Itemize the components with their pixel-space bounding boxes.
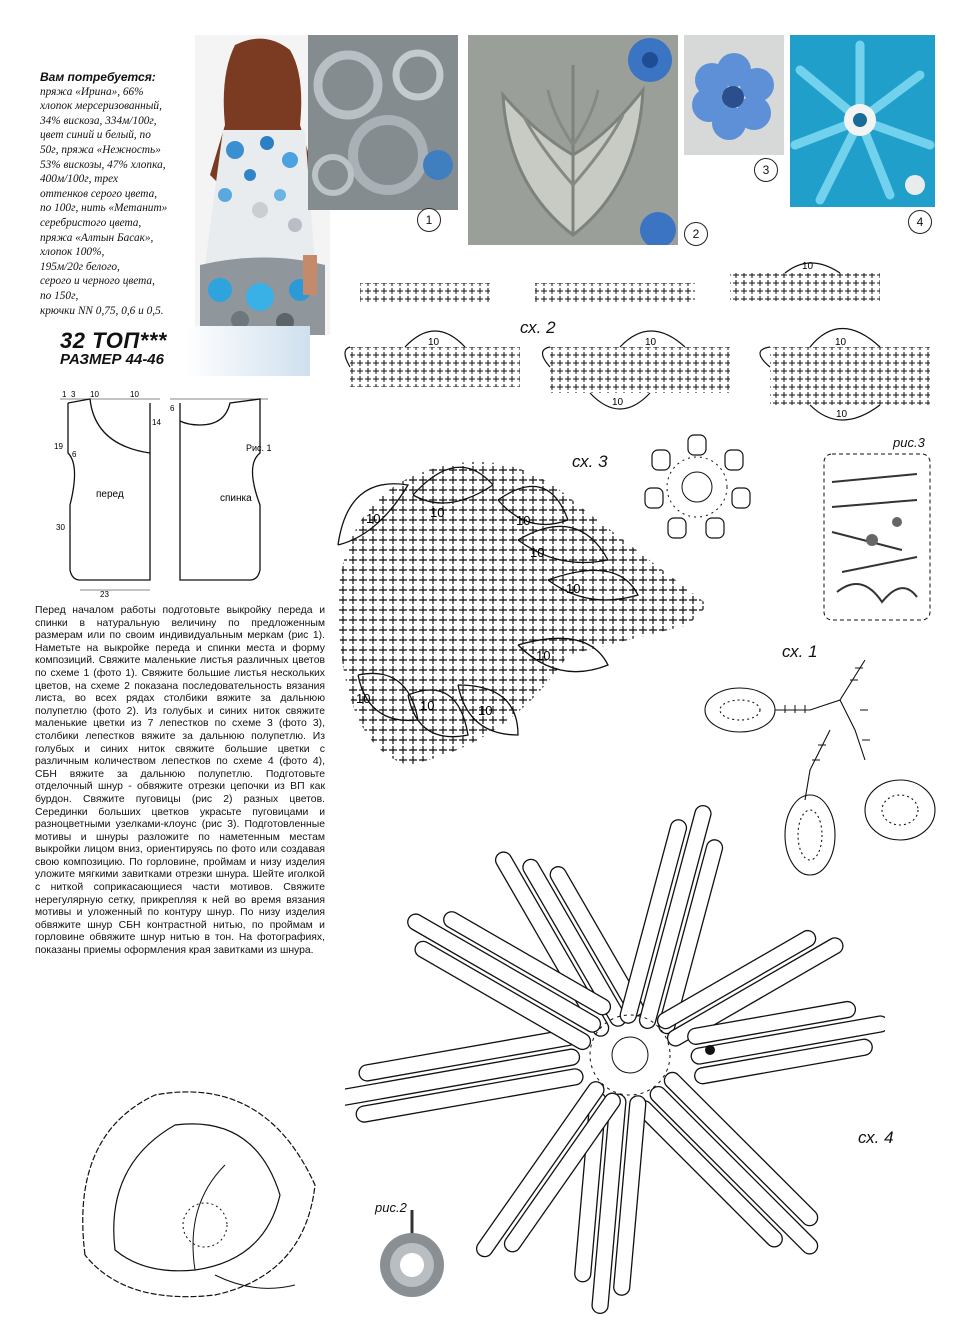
materials-line: по 150г,	[40, 289, 79, 302]
photo-1	[308, 35, 458, 210]
photo-4-badge: 4	[908, 210, 932, 234]
materials-line: по 100г, нить «Метанит»	[40, 202, 168, 215]
stitch-count: 10	[430, 505, 445, 520]
materials-list	[40, 70, 200, 318]
front-label: перед	[96, 489, 124, 500]
materials-heading: Вам потребуется:	[40, 70, 156, 84]
dim-label: 23	[100, 590, 109, 599]
scheme-3-label: сх. 3	[572, 452, 608, 471]
stitch-count: 10	[366, 511, 381, 526]
photo-3-badge: 3	[754, 158, 778, 182]
materials-line: 400м/100г, трех	[40, 173, 118, 186]
scheme-4-label: сх. 4	[858, 1128, 894, 1147]
scheme-2-label: сх. 2	[520, 318, 556, 337]
stitch-count: 10	[420, 698, 435, 713]
fig-label: Рис. 1	[246, 443, 272, 453]
materials-line: 50г, пряжа «Нежность»	[40, 143, 161, 156]
model-size: РАЗМЕР 44-46	[60, 351, 164, 368]
materials-line: хлопок 100%,	[40, 246, 105, 259]
ris-2-button	[372, 1205, 452, 1305]
instructions-text: Перед началом работы подготовьте выкройку переда и спинки в натуральную величину по предложенным размерам или по своим индивидуальным меркам (рис 1). Наметьте на выкройке переда и спинки места и форму композиций. Свяжите маленькие листья различных цветов по схеме 1 (фото 1). Свяжите большие листья нескольких цветов, на схеме 2 показана последовательность вязания листа, во всех рядах столбики вяжите за дальнюю полупетлю (фото 2). Из голубых и синих ниток свяжите маленькие цветки из 7 лепестков по схеме 3 (фото 3), столбики лепестков вяжите за дальнюю полупетлю. Из голубых и синих ниток свяжите большие цветки с различным количеством лепестков по схеме 4 (фото 4), СБН вяжите за дальнюю полупетлю. Подготовьте отделочный шнур - обвяжите отрезки цепочки из ВП как бурдон. Свяжите пуговицы (рис 2) разных цветов. Серединки больших цветков украсьте пуговицами и разноцветными узелками-клоунс (рис 3). Подготовленные мотивы и шнуры разложите по наметенным местам выкройки лицом вниз, ориентируясь по фото или создавая свою композицию. По горловине, проймам и низу изделия уложите мягкими завитками отрезки шнура. Шейте иголкой с ниткой соприкасающиеся части мотивов. Свяжите нерегулярную сетку, прикрепляя к ней во время вязания мотивы и уложенный по контуру шнур. По низу изделия обвяжите шнур СБН контрастной нитью, по проймам и горловине обвяжите шнур нитью в тон. На фотографиях, показаны приемы оформления края завитками из шнура.	[35, 605, 325, 957]
materials-line: пряжа «Ирина», 66%	[40, 85, 144, 98]
stitch-count: 10	[530, 545, 545, 560]
materials-line: хлопок мерсеризованный,	[40, 100, 162, 113]
materials-line: крючки NN 0,75, 0,6 и 0,5.	[40, 304, 164, 317]
dim-label: 10	[90, 390, 99, 399]
scheme-1-label: сх. 1	[782, 642, 818, 661]
dim-label: 1	[62, 390, 67, 399]
materials-line: 53% вискозы, 47% хлопка,	[40, 158, 166, 171]
stitch-count: 10	[835, 337, 847, 348]
scheme-2	[340, 255, 950, 435]
dim-label: 30	[56, 523, 65, 532]
stitch-count: 10	[612, 397, 624, 408]
model-title: 32 ТОП***	[60, 328, 167, 353]
photo-2	[468, 35, 678, 245]
dim-label: 3	[71, 390, 76, 399]
materials-line: 195м/20г белого,	[40, 260, 120, 273]
materials-line: оттенков серого цвета,	[40, 187, 158, 200]
ris-3-label: рис.3	[893, 435, 925, 450]
pattern-diagram	[40, 385, 280, 600]
photo-4	[790, 35, 935, 207]
stitch-count: 10	[536, 648, 551, 663]
dim-label: 6	[170, 404, 175, 413]
photo-3	[684, 35, 784, 155]
photo-1-badge: 1	[417, 208, 441, 232]
materials-line: пряжа «Алтын Басак»,	[40, 231, 154, 244]
materials-line: 34% вискоза, 334м/100г,	[40, 114, 157, 127]
back-label: спинка	[220, 493, 252, 504]
stitch-count: 10	[836, 409, 848, 420]
dim-label: 14	[152, 418, 161, 427]
stitch-count: 10	[478, 703, 493, 718]
materials-line: серого и черного цвета,	[40, 275, 155, 288]
stitch-count: 10	[802, 261, 814, 272]
stitch-count: 10	[516, 513, 531, 528]
photo-2-badge: 2	[684, 222, 708, 246]
ris-2-label: рис.2	[375, 1200, 407, 1215]
leaf-scheme	[65, 1075, 330, 1310]
materials-line: цвет синий и белый, по	[40, 129, 151, 142]
stitch-count: 10	[356, 691, 371, 706]
stitch-count: 10	[566, 581, 581, 596]
dim-label: 6	[72, 450, 77, 459]
stitch-count: 10	[645, 337, 657, 348]
dim-label: 19	[54, 442, 63, 451]
stitch-count: 10	[428, 337, 440, 348]
small-flower-scheme	[640, 430, 755, 545]
dim-label: 10	[130, 390, 139, 399]
materials-line: серебристого цвета,	[40, 216, 142, 229]
ris-3-illustration	[822, 452, 932, 622]
